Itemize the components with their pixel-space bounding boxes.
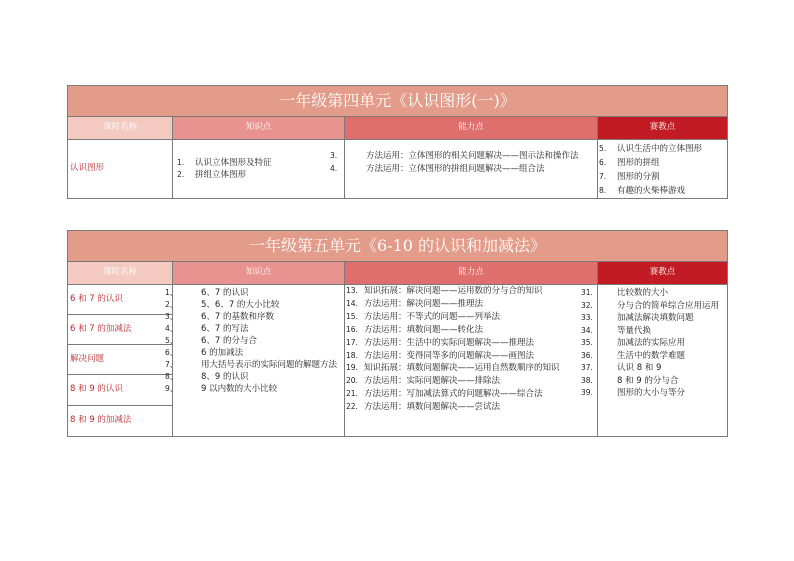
unit5-lesson: 6 和 7 的认识 <box>68 285 173 315</box>
unit5-lesson: 8 和 9 的认识 <box>68 375 173 406</box>
list-item <box>581 300 725 313</box>
list-item <box>581 337 725 350</box>
list-item <box>599 156 727 170</box>
list-item-text: 方法运用：解决问题——推理法 <box>364 298 484 309</box>
list-item <box>581 387 725 400</box>
unit4-header-lesson: 课时名称 <box>68 117 173 140</box>
list-item <box>165 323 342 335</box>
list-item <box>165 311 342 323</box>
list-item-number: 20. <box>346 376 358 386</box>
list-item-text: 图形的拼组 <box>617 158 660 168</box>
list-item <box>165 287 342 299</box>
list-item-number: 6、 <box>165 348 178 357</box>
list-item-number: 21. <box>346 389 358 399</box>
unit5-header-lesson: 课时名称 <box>68 262 173 285</box>
list-item-text: 9 以内数的大小比较 <box>201 384 278 394</box>
list-item-number: 8、 <box>165 372 178 381</box>
list-item-number: 6. <box>599 158 607 167</box>
list-item <box>165 335 342 347</box>
list-item <box>346 388 595 401</box>
list-item <box>330 150 595 163</box>
list-item <box>581 287 725 300</box>
list-item <box>581 375 725 388</box>
list-item-number: 8. <box>599 186 607 195</box>
list-item-number: 39. <box>581 388 593 397</box>
list-item-text: 图形的大小与等分 <box>617 388 686 398</box>
list-item-text: 有趣的火柴棒游戏 <box>617 186 686 196</box>
unit5-header-competition: 赛教点 <box>598 262 728 285</box>
list-item-text: 知识拓展：解决问题——运用数的分与合的知识 <box>364 286 543 296</box>
unit4-header-ability: 能力点 <box>345 117 598 140</box>
list-item-text: 方法运用：生活中的实际问题解决——推理法 <box>364 337 535 348</box>
list-item <box>165 299 342 311</box>
unit4-lesson: 认识图形 <box>68 140 173 199</box>
list-item-text: 8、9 的认识 <box>201 372 249 382</box>
list-item-number: 15. <box>346 311 358 321</box>
list-item-text: 方法运用：填数问题解决——尝试法 <box>364 402 501 413</box>
list-item-text: 方法运用：立体图形的相关问题解决——图示法和操作法 <box>366 151 579 161</box>
unit4-header-knowledge: 知识点 <box>173 117 345 140</box>
list-item-number: 18. <box>346 350 358 360</box>
unit4-header-competition: 赛教点 <box>598 117 728 140</box>
list-item-text: 加减法解决填数问题 <box>617 313 694 323</box>
list-item <box>177 157 344 169</box>
list-item-number: 1、 <box>165 288 178 297</box>
list-item-text: 用大括号表示的实际问题的解题方法 <box>201 360 338 370</box>
unit4-ability-cell <box>330 140 598 199</box>
unit5-header-knowledge: 知识点 <box>173 262 345 285</box>
list-item-number: 36. <box>581 350 593 360</box>
unit5-competition-list <box>581 287 725 400</box>
list-item-text: 5、6、7 的大小比较 <box>201 300 280 310</box>
list-item-number: 13. <box>346 286 358 295</box>
list-item-number: 7、 <box>165 360 178 369</box>
list-item <box>599 184 727 198</box>
list-item-number: 9、 <box>165 384 178 393</box>
unit5-knowledge-cell <box>165 285 345 437</box>
list-item-text: 方法运用：实际问题解决——排除法 <box>364 376 501 387</box>
unit5-title: 一年级第五单元《6-10 的认识和加减法》 <box>68 231 728 262</box>
list-item-number: 4、 <box>165 324 178 333</box>
list-item-text: 6、7 的基数和序数 <box>201 312 275 322</box>
list-item <box>165 383 342 395</box>
list-item <box>346 401 595 414</box>
list-item-text: 加减法的实际应用 <box>617 338 686 348</box>
list-item <box>346 311 595 324</box>
list-item-text: 图形的分割 <box>617 172 660 182</box>
list-item <box>346 324 595 337</box>
unit5-lesson: 8 和 9 的加减法 <box>68 406 173 437</box>
list-item <box>330 163 595 176</box>
list-item-text: 生活中的数学难题 <box>617 350 686 361</box>
list-item-number: 19. <box>346 363 358 373</box>
list-item-text: 方法运用：不等式的问题——列举法 <box>364 311 501 322</box>
unit4-knowledge-list <box>177 157 344 181</box>
list-item-number: 3、 <box>165 312 178 321</box>
list-item-text: 6 的加减法 <box>201 348 244 358</box>
list-item-number: 2. <box>177 170 185 179</box>
unit4-competition-cell <box>598 140 728 199</box>
unit5-lesson: 解决问题 <box>68 345 173 375</box>
unit5-header-ability: 能力点 <box>345 262 598 285</box>
list-item-number: 14. <box>346 298 358 308</box>
unit4-table <box>67 85 728 199</box>
list-item-number: 37. <box>581 363 593 372</box>
list-item-text: 6、7 的认识 <box>201 288 249 298</box>
list-item-text: 6、7 的写法 <box>201 324 249 334</box>
list-item-text: 知识拓展：填数问题解决——运用自然数顺序的知识 <box>364 363 560 374</box>
list-item <box>346 350 595 363</box>
unit4-knowledge-cell <box>173 140 345 199</box>
list-item <box>165 371 342 383</box>
list-item-number: 38. <box>581 375 593 385</box>
list-item-text: 6、7 的分与合 <box>201 336 258 346</box>
unit5-ability-cell <box>345 285 598 437</box>
list-item <box>165 359 342 371</box>
list-item <box>581 350 725 363</box>
unit5-ability-list <box>346 285 595 414</box>
list-item-number: 5. <box>599 144 607 153</box>
unit4-ability-list <box>330 150 595 175</box>
list-item <box>346 337 595 350</box>
list-item-text: 等量代换 <box>617 325 652 336</box>
list-item <box>581 312 725 325</box>
list-item-number: 33. <box>581 313 593 322</box>
list-item-number: 4. <box>330 163 338 173</box>
list-item-number: 2、 <box>165 300 178 309</box>
list-item-text: 比较数的大小 <box>617 288 669 298</box>
unit5-lesson: 6 和 7 的加减法 <box>68 315 173 345</box>
list-item-number: 17. <box>346 337 358 347</box>
list-item-text: 认识生活中的立体图形 <box>617 144 703 154</box>
list-item <box>346 285 595 298</box>
list-item <box>346 362 595 375</box>
list-item-text: 8 和 9 的分与合 <box>617 375 679 386</box>
list-item <box>581 362 725 375</box>
unit4-competition-list <box>599 142 727 198</box>
list-item-number: 5、 <box>165 336 178 345</box>
unit5-knowledge-list <box>165 287 342 395</box>
list-item <box>581 325 725 338</box>
list-item-number: 31. <box>581 288 593 297</box>
list-item-text: 分与合的简单综合应用运用 <box>617 300 720 311</box>
list-item-text: 方法运用：变得同等多的问题解决——画图法 <box>364 350 535 361</box>
list-item-number: 3. <box>330 151 338 160</box>
unit4-title: 一年级第四单元《认识图形(一)》 <box>68 86 728 117</box>
list-item-text: 拼组立体图形 <box>195 170 247 180</box>
unit5-competition-cell <box>581 285 728 437</box>
list-item <box>177 169 344 181</box>
list-item <box>346 298 595 311</box>
list-item-text: 认识立体图形及特征 <box>195 158 272 168</box>
list-item-number: 35. <box>581 338 593 347</box>
list-item-text: 方法运用：写加减法算式的问题解决——综合法 <box>364 389 543 400</box>
list-item <box>165 347 342 359</box>
list-item-text: 方法运用：立体图形的拼组问题解决——组合法 <box>366 163 545 174</box>
list-item-number: 22. <box>346 402 358 412</box>
list-item-number: 16. <box>346 324 358 334</box>
unit5-table <box>67 230 728 437</box>
list-item-number: 32. <box>581 300 593 310</box>
list-item-number: 1. <box>177 158 185 167</box>
list-item <box>346 375 595 388</box>
list-item-text: 认识 8 和 9 <box>617 363 662 373</box>
list-item-number: 34. <box>581 325 593 335</box>
list-item-text: 方法运用：填数问题——转化法 <box>364 324 484 335</box>
list-item <box>599 142 727 156</box>
list-item <box>599 170 727 184</box>
list-item-number: 7. <box>599 172 607 181</box>
